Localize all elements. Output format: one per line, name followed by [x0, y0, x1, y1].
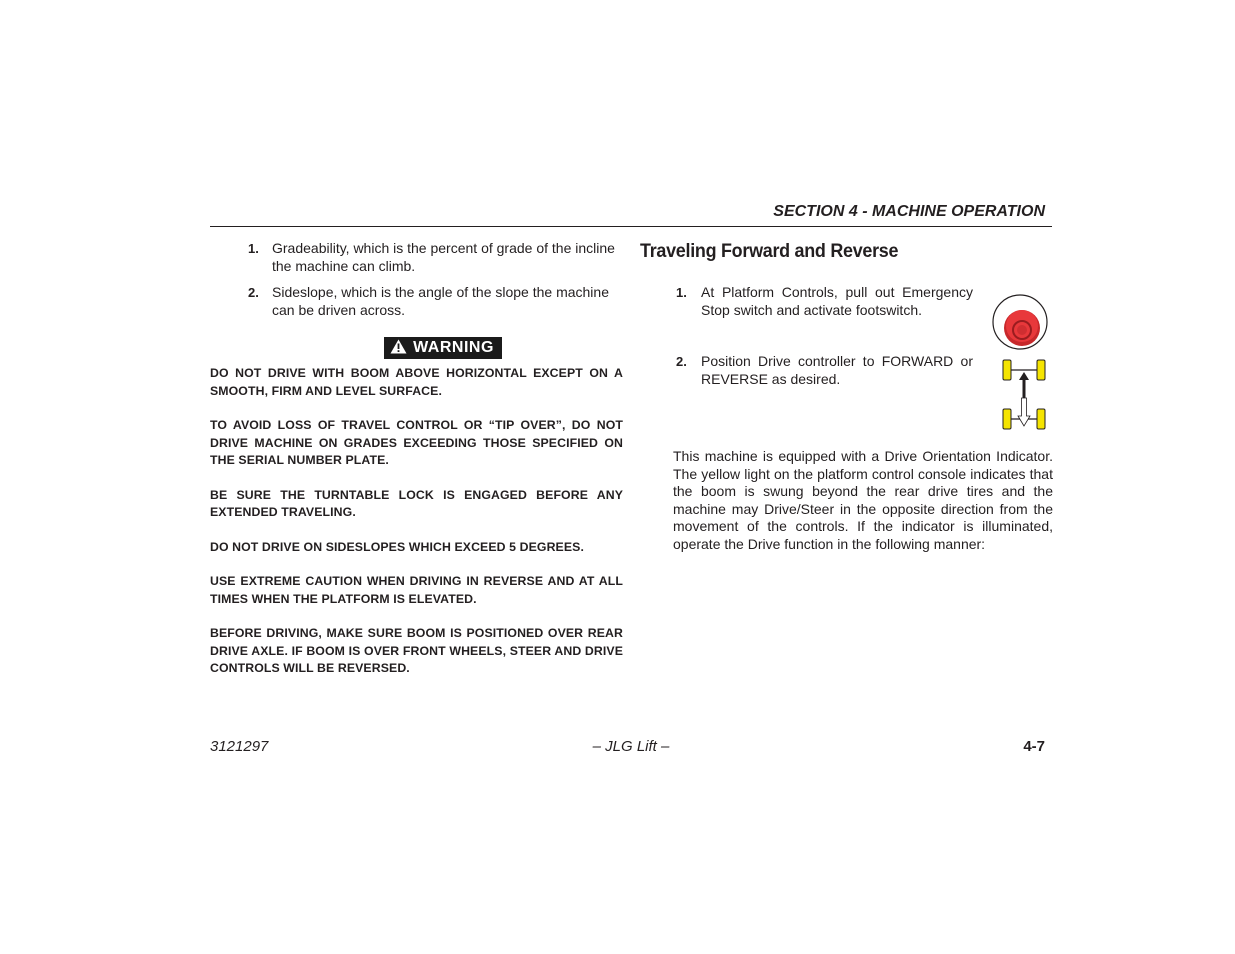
emergency-stop-icon [992, 294, 1050, 350]
warning-text: BEFORE DRIVING, MAKE SURE BOOM IS POSITIONED OVER REAR DRIVE AXLE. IF BOOM IS OVER FRONT WHEELS, STEER AND DRIVE CONTROLS WILL BE REVERSED. [210, 626, 623, 675]
warning-badge [384, 337, 502, 359]
list-text: Sideslope, which is the angle of the slope the machine can be driven across. [272, 284, 609, 318]
list-number: 1. [248, 241, 259, 256]
warning-text: USE EXTREME CAUTION WHEN DRIVING IN REVERSE AND AT ALL TIMES WHEN THE PLATFORM IS ELEVATED. [210, 574, 623, 606]
warning-text: BE SURE THE TURNTABLE LOCK IS ENGAGED BEFORE ANY EXTENDED TRAVELING. [210, 487, 623, 519]
warning-text: TO AVOID LOSS OF TRAVEL CONTROL OR “TIP OVER”, DO NOT DRIVE MACHINE ON GRADES EXCEEDING THOSE SPECIFIED ON THE SERIAL NUMBER PLATE. [210, 418, 623, 467]
footer-brand: – JLG Lift – [592, 738, 670, 755]
step-item [640, 284, 973, 319]
step-number: 2. [676, 354, 687, 369]
drive-direction-icon [1001, 358, 1047, 430]
section-title: SECTION 4 - MACHINE OPERATION [773, 203, 1045, 220]
warning-text: DO NOT DRIVE ON SIDESLOPES WHICH EXCEED 5 DEGREES. [210, 539, 584, 554]
step-number: 1. [676, 285, 687, 300]
step-item [640, 353, 973, 388]
warning-text: DO NOT DRIVE WITH BOOM ABOVE HORIZONTAL EXCEPT ON A SMOOTH, FIRM AND LEVEL SURFACE. [210, 366, 623, 398]
warning-banner [210, 337, 623, 361]
warning-label: WARNING [413, 339, 494, 356]
page-footer [210, 738, 1052, 758]
warning-triangle-icon [390, 339, 407, 354]
slope-definitions-list [210, 240, 623, 319]
list-number: 2. [248, 285, 259, 300]
list-text: Gradeability, which is the percent of grade of the incline the machine can climb. [272, 240, 615, 274]
left-column [210, 240, 623, 695]
step-text: Position Drive controller to FORWARD or REVERSE as desired. [701, 353, 973, 387]
page-number: 4-7 [1023, 738, 1045, 755]
list-item [210, 284, 623, 319]
list-item [210, 240, 623, 275]
document-number: 3121297 [210, 738, 269, 755]
section-header [210, 200, 1052, 227]
step-text: At Platform Controls, pull out Emergency Stop switch and activate footswitch. [701, 284, 973, 318]
drive-orientation-paragraph: This machine is equipped with a Drive Orientation Indicator. The yellow light on the platform control console indicates that the boom is swung beyond the rear drive tires and the machine may Drive/Steer in the opposite direction from the movement of the controls. If the indicator is illuminated, operate the Drive function in the following manner: [673, 448, 1053, 552]
section-heading: Traveling Forward and Reverse [640, 240, 899, 262]
